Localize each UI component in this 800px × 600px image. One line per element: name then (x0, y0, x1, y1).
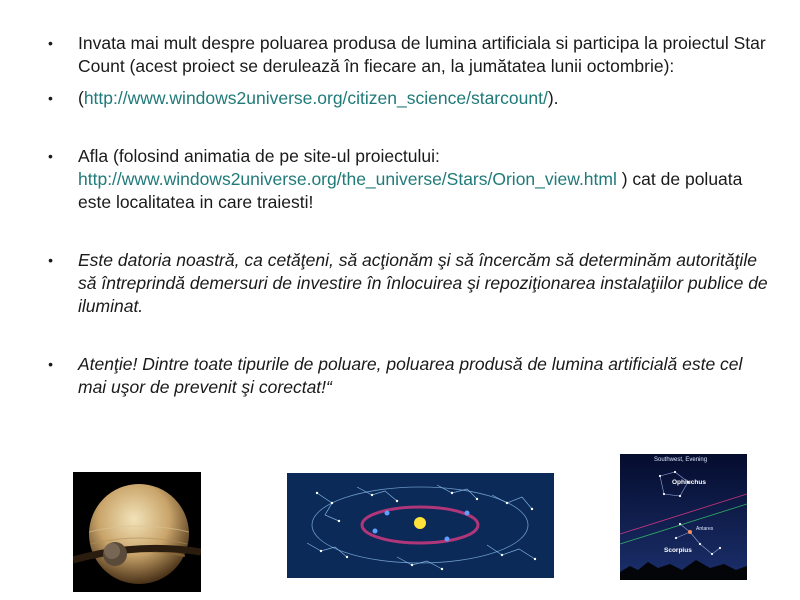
sun (414, 517, 426, 529)
bullet-icon: • (48, 252, 53, 268)
saturn-graphic (73, 472, 201, 592)
bullet-prefix: Afla (folosind animatia de pe site-ul proiectului: (78, 146, 440, 166)
bullet-text: Atenţie! Dintre toate tipurile de poluare, poluarea produsă de lumina artificială este cel mai uşor de prevenit şi corectat!“ (78, 354, 743, 397)
bullet-icon: • (48, 356, 53, 372)
sky-chart-image (620, 454, 747, 580)
bullet-suffix: ). (547, 88, 559, 108)
antares-label: Antares (696, 526, 714, 532)
saturn-image (73, 472, 201, 592)
bullet-icon: • (48, 90, 53, 106)
ophiuchus-label: Ophiuchus (672, 479, 706, 486)
bullet-prefix: ( (78, 88, 84, 108)
bullet-text: Este datoria noastră, ca cetăţeni, să acţionăm şi să încercăm să determinăm autorităţile să întreprindă demersuri de investire în înlocuirea şi repoziţionarea instalaţiilor publice de iluminat. (78, 250, 768, 316)
orion-view-link[interactable]: http://www.windows2universe.org/the_universe/Stars/Orion_view.html (78, 169, 617, 189)
bullet-icon: • (48, 35, 53, 51)
saturn-planet (89, 484, 189, 584)
bullet-list (48, 32, 768, 399)
scorpius-label: Scorpius (664, 547, 692, 554)
earth (373, 529, 378, 534)
starcount-link[interactable]: http://www.windows2universe.org/citizen_science/starcount/ (83, 88, 548, 108)
antares-star (688, 530, 692, 534)
bullet-item-star-count (48, 32, 768, 78)
bullet-item-warning (48, 353, 768, 399)
bullet-item-civic-duty (48, 249, 768, 318)
bullet-item-orion-animation (48, 145, 768, 214)
sky-title: Southwest, Evening (654, 457, 708, 463)
bullet-text: Invata mai mult despre poluarea produsa de lumina artificiala si participa la proiectul Star Count (acest proiect se derulează în fiecare an, la jumătatea lunii octombrie): (78, 33, 766, 76)
bullet-suffix: ) cat de poluata este localitatea in care traiesti! (78, 169, 743, 212)
bullet-icon: • (48, 148, 53, 164)
sky-chart-graphic (620, 454, 747, 580)
ecliptic-graphic (287, 473, 554, 578)
bullet-item-starcount-link (48, 87, 768, 110)
ecliptic-diagram-image (287, 473, 554, 578)
